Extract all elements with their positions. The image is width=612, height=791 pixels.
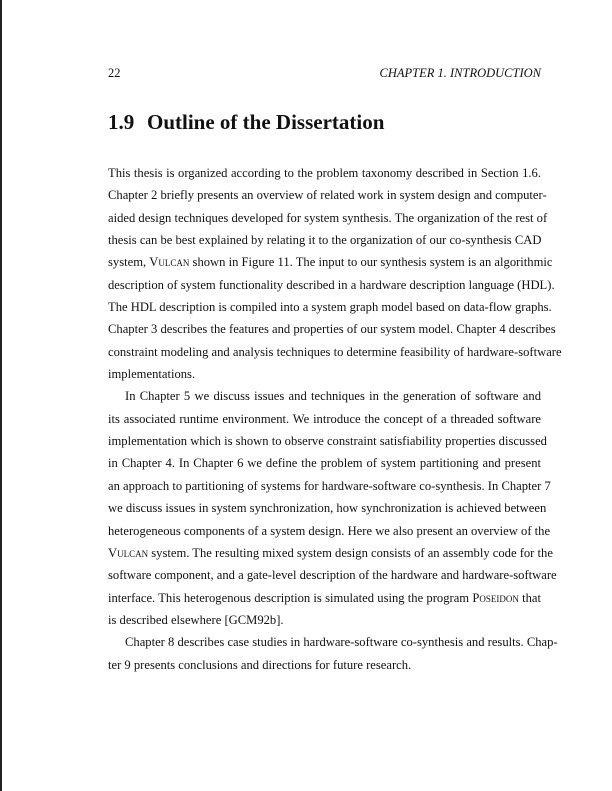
text-span: Chapter 2 briefly presents an overview of related work in system design and computer- xyxy=(108,188,547,203)
text-span: In Chapter 5 we discuss issues and techniques in the generation of software and xyxy=(125,389,541,404)
small-caps-name: Vulcan xyxy=(149,255,190,270)
text-span: that xyxy=(518,590,541,605)
text-span: ter 9 presents conclusions and directions for future research. xyxy=(108,657,412,672)
text-line xyxy=(108,251,553,273)
text-line xyxy=(108,207,548,229)
text-span: Chapter 8 describes case studies in hardware-software co-synthesis and results. Chap- xyxy=(125,635,558,650)
text-span: aided design techniques developed for system synthesis. The organization of the rest of xyxy=(108,210,548,225)
text-line xyxy=(108,475,551,497)
text-line xyxy=(108,318,556,340)
text-line xyxy=(108,385,541,407)
text-span: in Chapter 4. In Chapter 6 we define the problem of system partitioning and present xyxy=(108,456,541,471)
text-span: software component, and a gate-level description of the hardware and hardware-software xyxy=(108,568,557,583)
text-line xyxy=(108,520,551,542)
text-line xyxy=(108,564,557,586)
text-span: system, xyxy=(108,255,150,270)
text-line xyxy=(108,631,558,653)
text-span: thesis can be best explained by relating it to the organization of our co-synthesis CAD xyxy=(108,233,542,248)
text-line xyxy=(108,452,541,474)
small-caps-name: Poseidon xyxy=(472,590,519,605)
text-line xyxy=(108,430,547,452)
text-span: shown in Figure 11. The input to our synthesis system is an algorithmic xyxy=(189,255,553,270)
body-text xyxy=(108,162,562,676)
section-title: Outline of the Dissertation xyxy=(147,110,385,134)
small-caps-name: Vulcan xyxy=(108,545,149,560)
running-title: CHAPTER 1. INTRODUCTION xyxy=(379,66,541,80)
text-line xyxy=(108,408,541,430)
text-line xyxy=(108,184,547,206)
text-span: interface. This heterogenous description is simulated using the program xyxy=(108,590,473,605)
text-span: is described elsewhere [GCM92b]. xyxy=(108,612,284,627)
text-line xyxy=(108,341,562,363)
page-edge xyxy=(0,0,2,791)
text-span: implementation which is shown to observe constraint satisfiability properties discussed xyxy=(108,434,547,449)
text-span: The HDL description is compiled into a system graph model based on data-flow graphs. xyxy=(108,300,552,315)
text-line xyxy=(108,609,541,631)
text-line xyxy=(108,296,552,318)
section-number: 1.9 xyxy=(108,110,135,134)
text-span: constraint modeling and analysis techniques to determine feasibility of hardware-software xyxy=(108,344,562,359)
text-line xyxy=(108,654,541,676)
text-line xyxy=(108,542,553,564)
page-number: 22 xyxy=(108,66,121,80)
text-span: its associated runtime environment. We introduce the concept of a threaded software xyxy=(108,411,541,426)
text-line xyxy=(108,363,541,385)
text-span: we discuss issues in system synchronization, how synchronization is achieved between xyxy=(108,501,547,516)
text-span: Chapter 3 describes the features and properties of our system model. Chapter 4 describes xyxy=(108,322,556,337)
section-heading xyxy=(108,110,384,135)
text-line xyxy=(108,587,541,609)
text-span: description of system functionality described in a hardware description language (HDL). xyxy=(108,277,555,292)
text-line xyxy=(108,162,541,184)
text-span: This thesis is organized according to the problem taxonomy described in Section 1.6. xyxy=(108,166,541,180)
text-span: heterogeneous components of a system design. Here we also present an overview of the xyxy=(108,523,551,538)
text-line xyxy=(108,497,547,519)
text-line xyxy=(108,274,555,296)
text-line xyxy=(108,229,541,251)
text-span: system. The resulting mixed system design consists of an assembly code for the xyxy=(148,545,553,560)
text-span: implementations. xyxy=(108,367,196,382)
text-span: an approach to partitioning of systems for hardware-software co-synthesis. In Chapter 7 xyxy=(108,478,551,493)
